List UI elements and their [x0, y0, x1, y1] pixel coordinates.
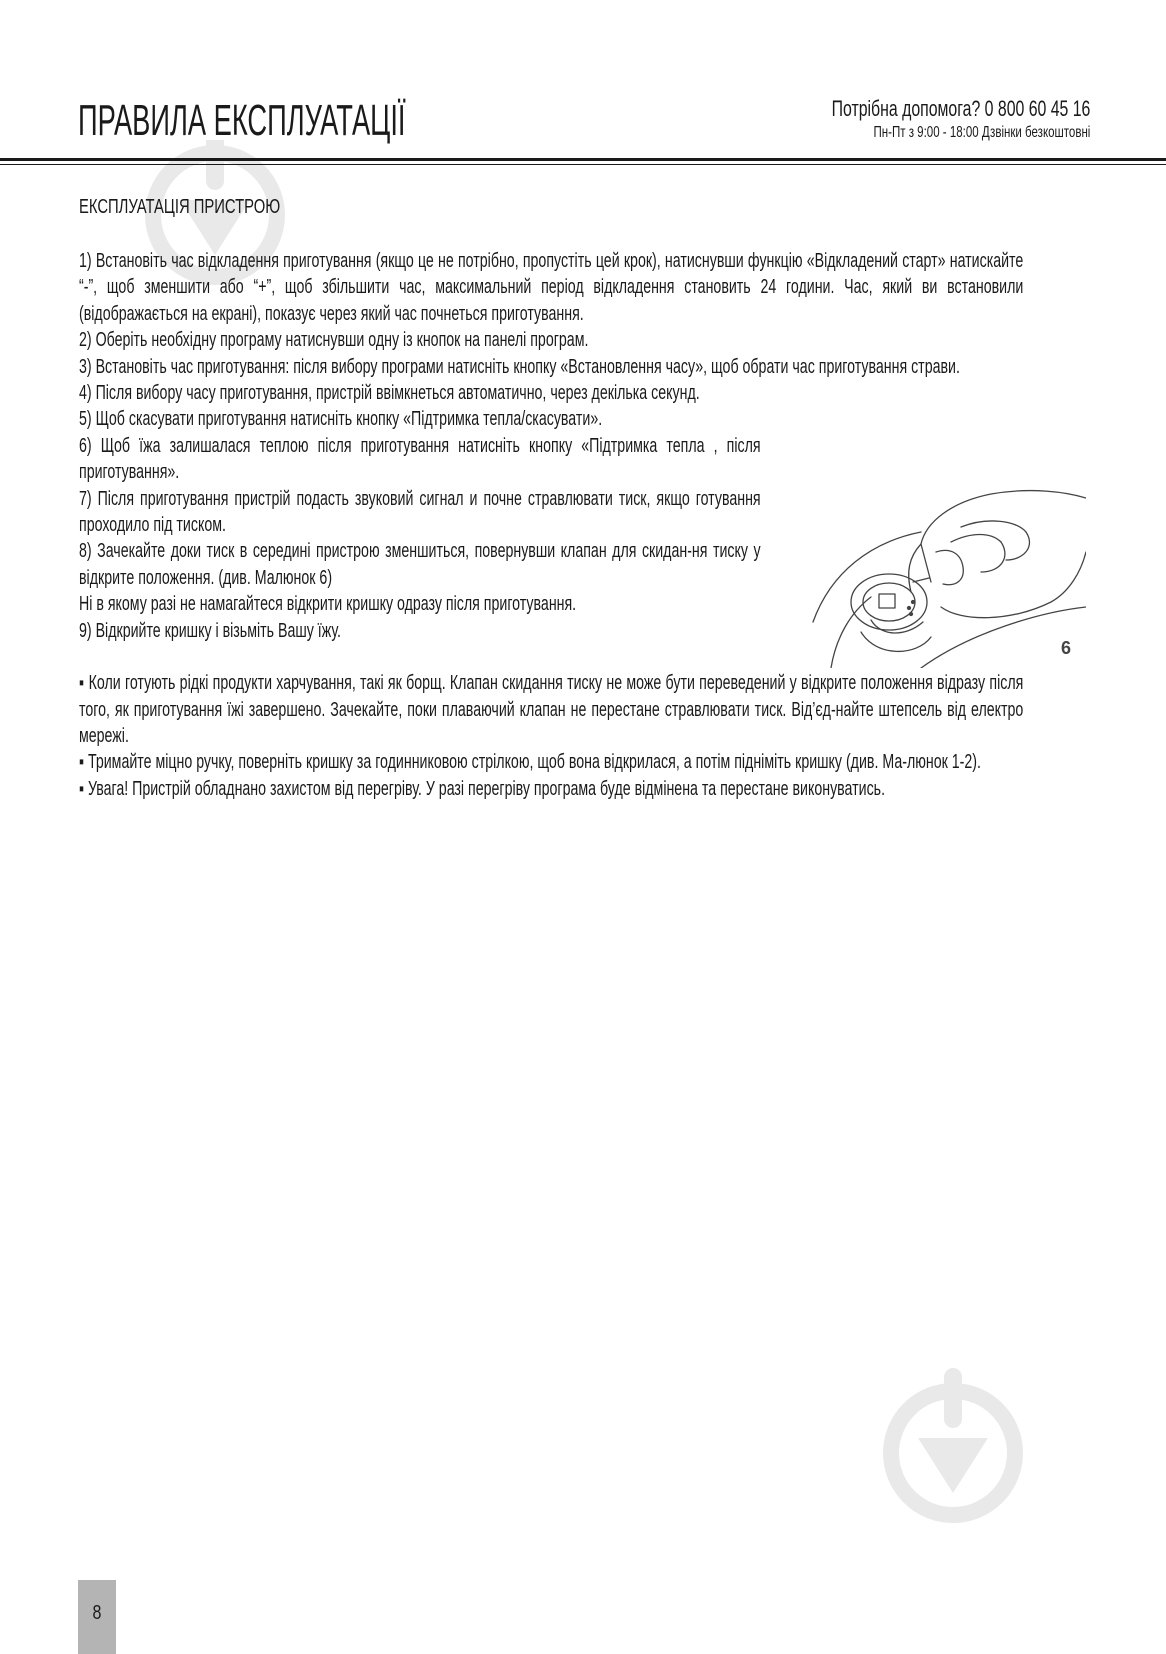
figure-pressure-valve-illustration — [811, 432, 1086, 668]
note-item: ▪ Тримайте міцно ручку, поверніть кришку за годинниковою стрілкою, щоб вона відкрилася, а потім підніміть кришку (див. Ма-люнок 1-2). — [79, 751, 981, 774]
step-item: 8) Зачекайте доки тиск в середині пристрою зменшиться, повернувши клапан для скидан-ня тиску у відкрите положення. (див. Малюнок 6) — [79, 540, 761, 589]
step-item: 9) Відкрийте кришку і візьміть Вашу їжу. — [79, 619, 342, 642]
steps-beside-figure — [79, 433, 761, 644]
help-block — [731, 96, 1090, 142]
page-number: 8 — [92, 1602, 102, 1624]
figure-label: 6 — [1061, 638, 1072, 658]
step-item: 1) Встановіть час відкладення приготування (якщо це не потрібно, пропустіть цей крок), натиснувши функцію «Відкладений старт» натискайте “-”, щоб зменшити або “+”, щоб збільшити час, максимальний період відкладення становить 24 години. Час, який ви встановили (відображається на екрані), показує через який час почнеться приготування. — [79, 250, 1024, 325]
watermark-download-icon — [878, 1368, 1028, 1528]
step-item: 4) Після вибору часу приготування, пристрій ввімкнеться автоматично, через декілька секунд. — [79, 382, 700, 405]
step-item: Ні в якому разі не намагайтеся відкрити кришку одразу після приготування. — [79, 593, 577, 616]
header-divider-thin — [0, 164, 1166, 165]
step-item: 7) Після приготування пристрій подасть звуковий сигнал и почне стравлювати тиск, якщо готування проходило під тиском. — [79, 487, 761, 537]
step-item: 3) Встановіть час приготування: після вибору програми натисніть кнопку «Встановлення часу», щоб обрати час приготування страви. — [79, 355, 960, 378]
note-item: ▪ Коли готують рідкі продукти харчування, такі як борщ. Клапан скидання тиску не може бути переведений у відкрите положення відразу після того, як приготування їжі завершено. Зачекайте, поки плаваючий клапан не перестане стравлювати тиск. Від’єд-найте штепсель від електро мережі. — [79, 672, 1024, 747]
step-item: 2) Оберіть необхідну програму натиснувши одну із кнопок на панелі програм. — [79, 329, 589, 352]
note-item: ▪ Увага! Пристрій обладнано захистом від перегріву. У разі перегріву програма буде відмінена та перестане виконуватись. — [79, 777, 886, 800]
page-number-box — [78, 1580, 116, 1654]
help-hours-line: Пн-Пт з 9:00 - 18:00 Дзвінки безкоштовні — [873, 124, 1090, 141]
header-divider-thick — [0, 158, 1166, 161]
help-phone-line[interactable]: Потрібна допомога? 0 800 60 45 16 — [831, 96, 1090, 121]
step-item: 5) Щоб скасувати приготування натисніть кнопку «Підтримка тепла/скасувати». — [79, 408, 603, 431]
section-title: ЕКСПЛУАТАЦІЯ ПРИСТРОЮ — [79, 196, 281, 218]
notes-list — [79, 670, 1023, 802]
step-item: 6) Щоб їжа залишалася теплою після приготування натисніть кнопку «Підтримка тепла , після приготування». — [79, 434, 761, 484]
page-title: ПРАВИЛА ЕКСПЛУАТАЦІЇ — [78, 96, 406, 145]
